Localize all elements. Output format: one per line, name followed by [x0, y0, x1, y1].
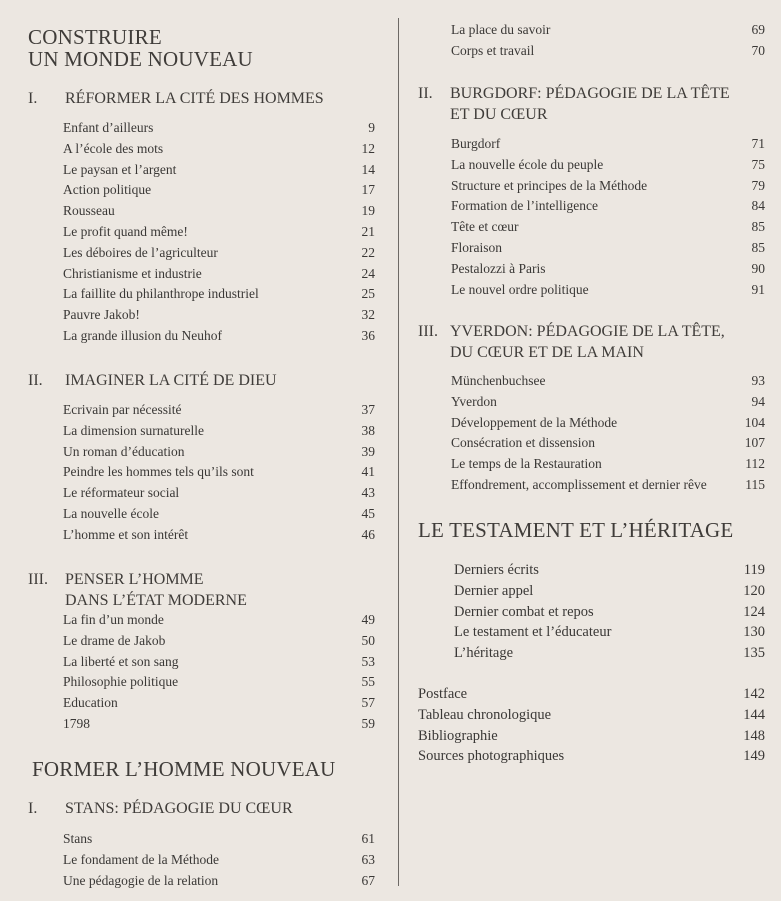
toc-entry-title: Les déboires de l’agriculteur — [63, 244, 218, 260]
toc-entry-title: Effondrement, accomplissement et dernier rêve — [451, 476, 707, 492]
toc-entry — [418, 622, 765, 643]
toc-entry-title: Consécration et dissension — [451, 435, 595, 451]
toc-entry — [28, 442, 375, 463]
toc-entry — [28, 160, 375, 181]
toc-entry-page: 17 — [361, 182, 375, 198]
toc-entry-page: 112 — [745, 456, 765, 472]
toc-entry-title: Education — [63, 695, 118, 711]
toc-entry-title: Le réformateur social — [63, 485, 180, 501]
toc-entry-title: Le testament et l’éducateur — [454, 624, 612, 641]
toc-entry — [418, 684, 765, 705]
toc-entry-page: 37 — [361, 402, 375, 417]
toc-entry-page: 50 — [361, 632, 375, 648]
toc-entry-page: 135 — [743, 645, 765, 662]
toc-entry-title: Un roman d’éducation — [63, 443, 185, 459]
toc-entry-page: 19 — [361, 203, 375, 219]
toc-entry-page: 25 — [361, 286, 375, 302]
toc-entry — [418, 196, 765, 217]
toc-entry-page: 90 — [751, 260, 765, 276]
toc-entries — [418, 371, 765, 496]
toc-entry — [418, 602, 765, 623]
toc-entry-title: Münchenbuchsee — [451, 373, 546, 388]
toc-entry-title: Sources photographiques — [418, 748, 565, 765]
toc-entry — [418, 454, 765, 475]
toc-entry-page: 149 — [743, 748, 765, 765]
toc-entry-title: La nouvelle école — [63, 505, 159, 521]
toc-entry — [28, 525, 375, 546]
toc-entry-title: 1798 — [63, 715, 90, 731]
toc-entry — [418, 238, 765, 259]
toc-entry — [418, 20, 765, 41]
toc-page: CONSTRUIRE UN MONDE NOUVEAU I. RÉFORMER LA CITÉ DES HOMMES Enfant d’ailleurs 9 A l’école des mots 12 Le paysan et l’argent 14 Action politique 17 Rousseau 19 Le profit quand même! 21 Les déboires de l’agriculteur 22 Christianisme et industrie 24 La faillite du philanthrope industriel 25 Pauvre Jakob! 32 La grande illusion du Neuhof 36 II. IMAGINER LA CITÉ DE DIEU Ecrivain par nécessité 37 La dimension surnaturelle 38 Un roman d’éducation 39 Peindre les hommes tels qu’ils sont 41 Le réformateur social 43 La nouvelle école 45 L’homme et son intérêt 46 III. PENSER L’HOMME DANS L’ÉTAT MODERNE La fin d’un monde 49 Le drame de Jakob 50 La liberté et son sang 53 Philosophie politique 55 Education 57 1798 59 FORMER L’HOMME NOUVEAU I. STANS: PÉDAGOGIE DU CŒUR Stans 61 Le fondament de la Méthode 63 Une pédagogie de la relation 67 La place du savoir 69 Corps et travail 70 II. BURGDORF: PÉDAGOGIE DE LA TÊTE ET DU CŒUR Burgdorf 71 La nouvelle école du peuple 75 Structure et principes de la Méthode 79 Formation de l’intelligence 84 Tête et cœur 85 Floraison 85 Pestalozzi à Paris 90 Le nouvel ordre politique 91 III. YVERDON: PÉDAGOGIE DE LA TÊTE, DU CŒUR ET DE LA MAIN Münchenbuchsee 93 Yverdon 94 Développement de la Méthode 104 Consécration et dissension 107 Le temps de la Restauration 112 Effondrement, accomplissement et dernier rêve 115 LE TESTAMENT ET L’HÉRITAGE Derniers écrits 119 Dernier appel 120 Dernier combat et repos 124 Le testament et l’éducateur 130 L’héritage 135 Postface 142 Tableau chronologique 144 Bibliographie 148 Sources photographiques 149 — [0, 0, 781, 901]
toc-entry-title: Ecrivain par nécessité — [63, 402, 182, 417]
toc-entry — [28, 693, 375, 714]
toc-entry — [418, 217, 765, 238]
toc-entries — [418, 684, 765, 767]
toc-entry — [28, 243, 375, 264]
toc-entry-page: 124 — [743, 603, 765, 620]
toc-entry-title: Action politique — [63, 182, 152, 198]
toc-entry-title: Bibliographie — [418, 727, 498, 744]
toc-entry-title: Yverdon — [451, 393, 497, 409]
toc-entry — [418, 176, 765, 197]
toc-entry — [28, 829, 375, 850]
toc-entry — [418, 726, 765, 747]
toc-entry-page: 38 — [361, 422, 375, 438]
toc-entry-page: 22 — [361, 244, 375, 260]
toc-entry — [418, 259, 765, 280]
toc-entry-title: L’héritage — [454, 645, 514, 662]
toc-entry-title: La faillite du philanthrope industriel — [63, 286, 259, 302]
toc-entry-page: 12 — [361, 140, 375, 156]
toc-entry-title: Enfant d’ailleurs — [63, 120, 154, 135]
toc-entry — [418, 134, 765, 155]
toc-entry-page: 21 — [361, 223, 375, 239]
toc-entry-page: 85 — [751, 219, 765, 235]
toc-entry-page: 9 — [368, 120, 375, 135]
toc-entry-title: Christianisme et industrie — [63, 265, 202, 281]
toc-entry-page: 32 — [361, 307, 375, 323]
part-heading-testament: LE TESTAMENT ET L’HÉRITAGE — [418, 518, 734, 542]
toc-entry-page: 46 — [361, 526, 375, 542]
toc-entry-title: Structure et principes de la Méthode — [451, 177, 648, 193]
toc-entry — [28, 871, 375, 892]
toc-entry — [28, 326, 375, 347]
toc-entry — [418, 475, 765, 496]
toc-entry-page: 104 — [744, 414, 765, 430]
part-heading-former: FORMER L’HOMME NOUVEAU — [32, 757, 336, 781]
toc-entry-title: Formation de l’intelligence — [451, 198, 598, 214]
toc-entry-title: Corps et travail — [451, 42, 535, 58]
toc-entry-title: La fin d’un monde — [63, 612, 164, 627]
toc-entry — [418, 705, 765, 726]
toc-entry-title: Postface — [418, 686, 468, 702]
toc-entry — [28, 421, 375, 442]
toc-entry-title: Pauvre Jakob! — [63, 307, 140, 323]
toc-entry-page: 107 — [744, 435, 765, 451]
toc-entry-page: 142 — [743, 686, 765, 702]
toc-entry-title: Philosophie politique — [63, 674, 179, 690]
toc-entry — [418, 746, 765, 767]
toc-entry — [418, 413, 765, 434]
toc-entry-page: 41 — [361, 464, 375, 480]
toc-entries — [28, 610, 375, 735]
toc-entry-title: La liberté et son sang — [63, 653, 179, 669]
toc-entry-title: Dernier combat et repos — [454, 603, 594, 620]
toc-entry-title: Floraison — [451, 239, 503, 255]
toc-entry-page: 14 — [361, 161, 375, 177]
toc-entry-title: Stans — [63, 831, 93, 846]
toc-entry — [28, 264, 375, 285]
toc-entry — [28, 483, 375, 504]
toc-entry-title: Le temps de la Restauration — [451, 456, 602, 472]
toc-entry — [28, 400, 375, 421]
toc-entry-title: Le profit quand même! — [63, 223, 188, 239]
part-heading-construire: CONSTRUIRE UN MONDE NOUVEAU — [28, 25, 253, 71]
toc-entry-page: 148 — [743, 727, 765, 744]
toc-entry-title: Le paysan et l’argent — [63, 161, 177, 177]
toc-entries — [418, 560, 765, 664]
toc-entry — [28, 201, 375, 222]
toc-entry-title: La nouvelle école du peuple — [451, 156, 604, 172]
toc-entry-title: A l’école des mots — [63, 140, 164, 156]
toc-entry — [418, 392, 765, 413]
toc-entry — [418, 433, 765, 454]
toc-entry — [28, 139, 375, 160]
toc-entry-page: 70 — [751, 42, 765, 58]
toc-entry — [28, 631, 375, 652]
toc-entry-page: 69 — [751, 22, 765, 37]
toc-entry-title: Développement de la Méthode — [451, 414, 618, 430]
toc-entry-title: Dernier appel — [454, 582, 534, 599]
toc-entry-title: Peindre les hommes tels qu’ils sont — [63, 464, 254, 480]
toc-entry — [28, 462, 375, 483]
toc-entries — [418, 20, 765, 62]
toc-entry — [28, 222, 375, 243]
toc-entry-page: 49 — [361, 612, 375, 627]
toc-entry-page: 79 — [751, 177, 765, 193]
toc-entry — [28, 180, 375, 201]
toc-entry — [28, 118, 375, 139]
toc-entry-title: Pestalozzi à Paris — [451, 260, 546, 276]
toc-entry-title: Le nouvel ordre politique — [451, 281, 589, 297]
toc-entry-page: 119 — [743, 562, 765, 578]
toc-entry-page: 36 — [361, 327, 375, 343]
toc-entry — [28, 610, 375, 631]
toc-entry-page: 57 — [361, 695, 375, 711]
toc-entry — [28, 652, 375, 673]
toc-entries — [28, 829, 375, 891]
toc-entry — [418, 155, 765, 176]
toc-entry-page: 53 — [361, 653, 375, 669]
toc-entry-page: 43 — [361, 485, 375, 501]
toc-entry-page: 39 — [361, 443, 375, 459]
toc-entry-page: 144 — [743, 706, 765, 723]
toc-entry-page: 85 — [751, 239, 765, 255]
toc-entry — [418, 581, 765, 602]
toc-entry — [418, 643, 765, 664]
toc-entry-page: 67 — [361, 872, 375, 888]
toc-entries — [28, 118, 375, 347]
toc-entry-title: La place du savoir — [451, 22, 551, 37]
toc-entry-page: 93 — [751, 373, 765, 388]
toc-entry-page: 91 — [751, 281, 765, 297]
toc-entries — [418, 134, 765, 300]
toc-entry — [28, 672, 375, 693]
toc-entry — [28, 504, 375, 525]
toc-entry-page: 63 — [361, 851, 375, 867]
toc-entries — [28, 400, 375, 546]
toc-entry — [28, 284, 375, 305]
toc-entry-title: La dimension surnaturelle — [63, 422, 204, 438]
toc-entry — [28, 305, 375, 326]
toc-entry — [418, 371, 765, 392]
toc-entry-title: Burgdorf — [451, 136, 501, 151]
toc-entry-title: La grande illusion du Neuhof — [63, 327, 222, 343]
toc-entry-page: 55 — [361, 674, 375, 690]
toc-entry-title: Une pédagogie de la relation — [63, 872, 219, 888]
toc-entry-page: 115 — [745, 476, 765, 492]
toc-entry-page: 130 — [743, 624, 765, 641]
toc-entry-page: 61 — [361, 831, 375, 846]
toc-entry-page: 75 — [751, 156, 765, 172]
toc-entry-title: Tête et cœur — [451, 219, 519, 235]
toc-entry-page: 45 — [361, 505, 375, 521]
toc-entry — [418, 560, 765, 581]
toc-entry-title: Tableau chronologique — [418, 706, 552, 723]
toc-entry-page: 71 — [751, 136, 765, 151]
toc-entry-page: 59 — [361, 715, 375, 731]
toc-entry — [28, 850, 375, 871]
toc-entry-page: 94 — [751, 393, 765, 409]
toc-entry-page: 84 — [751, 198, 765, 214]
toc-entry — [418, 280, 765, 301]
toc-entry-page: 24 — [361, 265, 375, 281]
toc-entry-title: L’homme et son intérêt — [63, 526, 189, 542]
toc-entry — [418, 41, 765, 62]
column-divider — [398, 18, 399, 886]
toc-entry-title: Le fondament de la Méthode — [63, 851, 219, 867]
toc-entry-page: 120 — [743, 582, 765, 599]
toc-entry-title: Rousseau — [63, 203, 115, 219]
toc-entry-title: Le drame de Jakob — [63, 632, 166, 648]
toc-entry — [28, 714, 375, 735]
toc-entry-title: Derniers écrits — [454, 562, 539, 578]
